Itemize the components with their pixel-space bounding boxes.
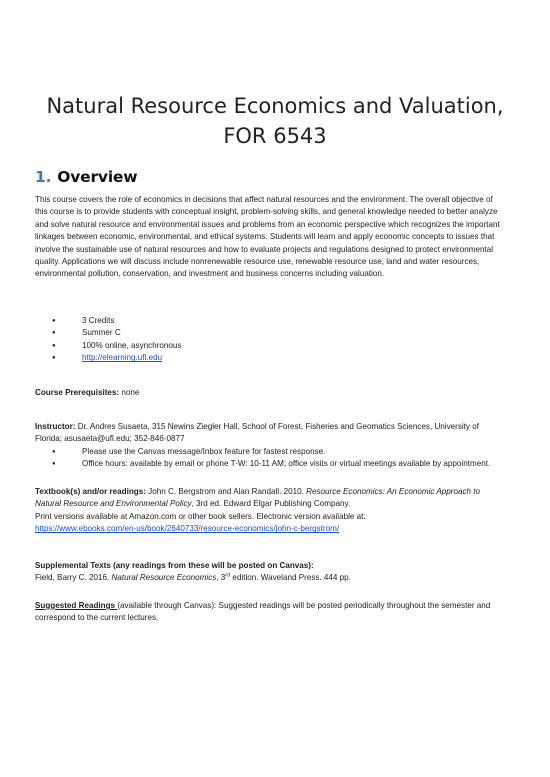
instructor-label: Instructor: (35, 422, 76, 431)
title-line-2: FOR 6543 (223, 124, 327, 148)
supplemental-label: Supplemental Texts (any readings from these will be posted on Canvas): (35, 561, 314, 570)
supplemental-edition-sup: rd (225, 572, 231, 579)
textbook-authors: John C. Bergstrom and Alan Randall. 2010. (145, 487, 307, 496)
prereq-label: Course Prerequisites: (35, 388, 120, 397)
supplemental-edition-post: edition. Waveland Press. 444 pp. (230, 573, 351, 583)
list-item (52, 352, 492, 364)
list-item: ● Office hours: available by email or phone T-W: 10-11 AM; office visits or virtual meetings available by appointment. (52, 458, 492, 470)
prerequisites (35, 387, 505, 399)
suggested-text: (available through Canvas): Suggested readings will be posted periodically throughout the semester and correspond to the current lectures. (35, 601, 491, 623)
section-heading-overview (35, 168, 137, 186)
section-number: 1. (35, 168, 52, 186)
textbook-section (35, 486, 505, 536)
supplemental-author: Field, Barry C. 2016. (35, 573, 112, 583)
supplemental-edition: , 3 (216, 573, 226, 583)
ebook-link[interactable]: https://www.ebooks.com/en-us/book/2640733/resource-economics/john-c-bergstrom/ (35, 524, 340, 534)
textbook-title: Resource Economics: An Economic Approach to Natural Resource and Environmental Policy (35, 487, 481, 509)
instructor-value: Dr. Andres Susaeta, 315 Newins Ziegler Hall, School of Forest, Fisheries and Geomatics Sciences, University of Florida; asusaeta@ufl.edu; 352-846-0877 (35, 422, 479, 444)
suggested-label: Suggested Readings (35, 601, 118, 610)
supplemental-title: Natural Resource Economics (111, 573, 217, 583)
prereq-value: none (119, 388, 140, 397)
elearning-link[interactable]: http://elearning.ufl.edu (82, 353, 163, 363)
overview-paragraph: This course covers the role of economics in decisions that affect natural resources and the environment. The overall objective of this course is to provide students with conceptual insight, problem-solving skills, and general knowledge needed to better analyze and solve natural resource and environmental issues and problems from an economic perspective which recognizes the important linkages between economic, environmental, and ethical systems. Students will learn and apply economic concepts to issues that involve the sustainable use of natural resources and how to evaluate projects and regulations designed to protect environmental quality. Applications we will discuss include nonrenewable resource use, renewable resource use, land and water resources, environmental pollution, conservation, and investment and business concerns including valuation. (35, 195, 500, 279)
supplemental-section (35, 560, 505, 585)
list-item: ● Please use the Canvas message/Inbox feature for fastest response. (52, 446, 492, 458)
textbook-label: Textbook(s) and/or readings: (35, 487, 146, 496)
textbook-edition: , 3rd ed. Edward Elgar Publishing Company. (191, 499, 351, 509)
page-title (40, 91, 510, 151)
list-item: ● 3 Credits (52, 315, 492, 327)
title-line-1: Natural Resource Economics and Valuation, (46, 94, 504, 118)
textbook-availability: Print versions available at Amazon.com or other book sellers. Electronic version available at: (35, 511, 366, 521)
list-item: ● Summer C (52, 327, 492, 339)
instructor-info (35, 421, 505, 446)
course-facts-list (52, 315, 492, 365)
contact-notes-list (52, 446, 492, 471)
section-heading-text: Overview (57, 168, 138, 186)
suggested-readings (35, 600, 505, 625)
list-item: ● 100% online, asynchronous (52, 340, 492, 352)
